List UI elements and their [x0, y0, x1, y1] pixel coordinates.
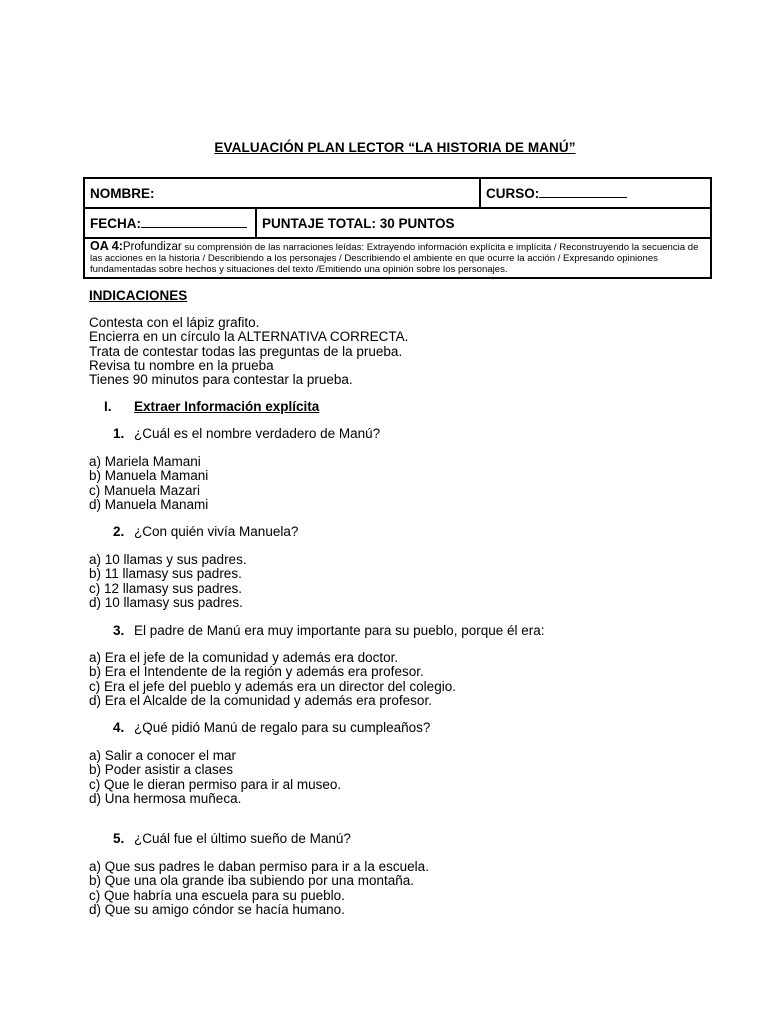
- nombre-label: NOMBRE:: [90, 185, 155, 201]
- objective-code: OA 4:: [90, 239, 123, 253]
- question-text: El padre de Manú era muy importante para su pueblo, porque él era:: [134, 623, 545, 638]
- objective-cell: [84, 238, 711, 278]
- question-3-options: [89, 651, 456, 708]
- question-text: ¿Cuál fue el último sueño de Manú?: [134, 831, 351, 846]
- answer-option[interactable]: b) Que una ola grande iba subiendo por una montaña.: [89, 873, 414, 889]
- instruction-line: Encierra en un círculo la ALTERNATIVA CORRECTA.: [89, 329, 409, 345]
- answer-option[interactable]: b) 11 llamasy sus padres.: [89, 566, 242, 582]
- instruction-line: Revisa tu nombre en la prueba: [89, 357, 274, 373]
- answer-option[interactable]: a) 10 llamas y sus padres.: [89, 552, 247, 567]
- question-4: [113, 720, 430, 735]
- fecha-field: [84, 208, 256, 238]
- section-heading: [104, 399, 319, 414]
- answer-option[interactable]: a) Que sus padres le daban permiso para ir a la escuela.: [89, 859, 429, 874]
- answer-option[interactable]: d) 10 llamasy sus padres.: [89, 594, 243, 610]
- objective-verb: Profundizar: [122, 241, 182, 253]
- question-2-options: [89, 553, 247, 610]
- question-text: ¿Qué pidió Manú de regalo para su cumpleaños?: [134, 720, 431, 735]
- puntaje-field: [256, 208, 711, 238]
- answer-option[interactable]: a) Salir a conocer el mar: [89, 748, 237, 763]
- answer-option[interactable]: c) Era el jefe del pueblo y además era un director del colegio.: [89, 678, 456, 694]
- question-4-options: [89, 749, 341, 806]
- question-1: [113, 426, 380, 441]
- nombre-field: [84, 178, 480, 208]
- answer-option[interactable]: c) Manuela Mazari: [89, 482, 201, 498]
- answer-option[interactable]: c) 12 llamasy sus padres.: [89, 580, 243, 596]
- question-3: [113, 623, 545, 638]
- curso-label: CURSO:: [486, 186, 540, 201]
- question-text: ¿Con quién vivía Manuela?: [134, 524, 299, 539]
- question-text: ¿Cuál es el nombre verdadero de Manú?: [134, 426, 381, 441]
- question-number: 3.: [113, 623, 125, 638]
- section-number: I.: [104, 399, 112, 414]
- indicaciones-heading: INDICACIONES: [89, 288, 188, 303]
- objective-text: su comprensión de las narraciones leídas: Extrayendo información explícita e implícita / Reconstruyendo la secuencia de las acciones en la historia / Describiendo a los personajes / Describiendo el ambiente en que ocurre la acción / Expresando opiniones fundamentadas sobre hechos y situaciones del texto /Emitiendo una opinión sobre los personajes.: [90, 242, 699, 275]
- curso-field: [480, 178, 711, 208]
- instruction-line: Contesta con el lápiz grafito.: [89, 315, 260, 330]
- fecha-label: FECHA:: [90, 216, 141, 231]
- instruction-line: Tienes 90 minutos para contestar la prueba.: [89, 372, 353, 388]
- question-2: [113, 524, 298, 539]
- answer-option[interactable]: a) Mariela Mamani: [89, 454, 201, 469]
- question-5-options: [89, 860, 429, 917]
- instruction-line: Trata de contestar todas las preguntas de la prueba.: [89, 343, 403, 359]
- question-5: [113, 831, 351, 846]
- student-info-table: [83, 177, 712, 279]
- document-title: EVALUACIÓN PLAN LECTOR “LA HISTORIA DE MANÚ”: [214, 140, 576, 155]
- question-1-options: [89, 455, 208, 512]
- answer-option[interactable]: d) Que su amigo cóndor se hacía humano.: [89, 901, 345, 917]
- answer-option[interactable]: c) Que habría una escuela para su pueblo.: [89, 887, 345, 903]
- answer-option[interactable]: d) Una hermosa muñeca.: [89, 790, 242, 806]
- answer-option[interactable]: a) Era el jefe de la comunidad y además era doctor.: [89, 650, 399, 665]
- answer-option[interactable]: b) Manuela Mamani: [89, 468, 209, 484]
- answer-option[interactable]: d) Era el Alcalde de la comunidad y además era profesor.: [89, 692, 432, 708]
- section-label: Extraer Información explícita: [134, 399, 320, 414]
- question-number: 5.: [113, 831, 125, 846]
- answer-option[interactable]: c) Que le dieran permiso para ir al museo.: [89, 776, 342, 792]
- answer-option[interactable]: d) Manuela Manami: [89, 496, 209, 512]
- puntaje-label: PUNTAJE TOTAL: 30 PUNTOS: [262, 215, 455, 231]
- answer-option[interactable]: b) Poder asistir a clases: [89, 762, 234, 778]
- fecha-blank: [141, 215, 247, 228]
- question-number: 1.: [113, 426, 125, 441]
- question-number: 2.: [113, 524, 125, 539]
- curso-blank: [539, 185, 627, 198]
- question-number: 4.: [113, 720, 125, 735]
- answer-option[interactable]: b) Era el Intendente de la región y además era profesor.: [89, 664, 424, 680]
- instructions-list: [89, 316, 408, 387]
